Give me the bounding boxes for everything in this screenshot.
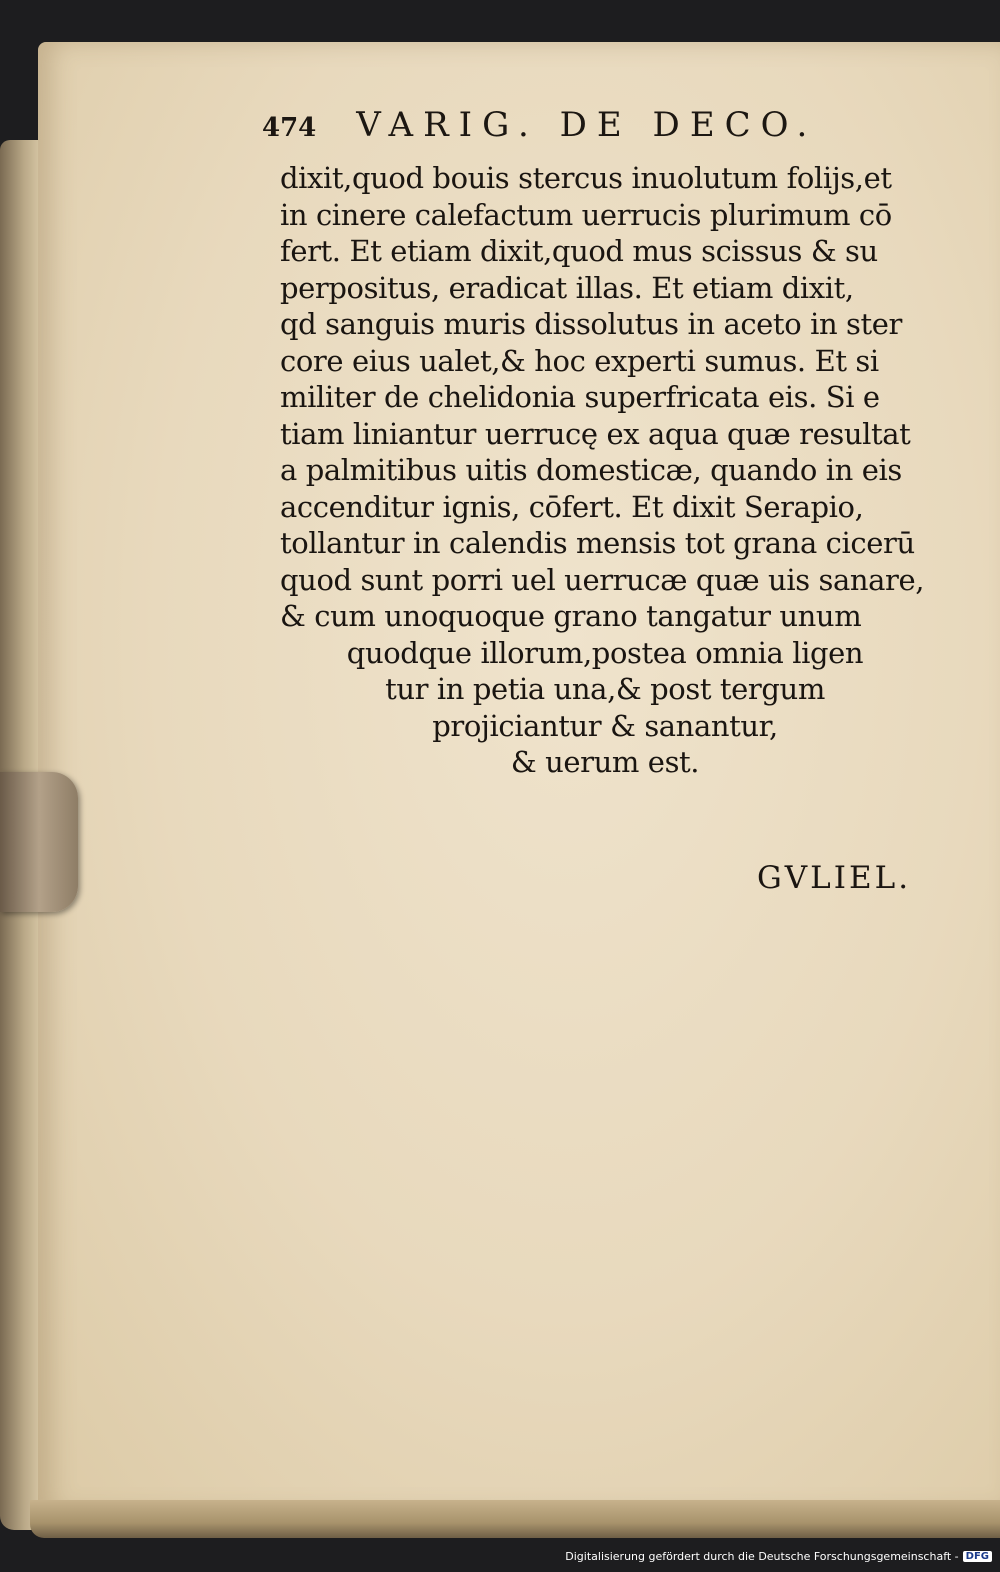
running-head: [262, 105, 902, 145]
footer-credit: [565, 1550, 992, 1563]
body-text: [280, 160, 930, 781]
text-line: fert. Et etiam dixit,quod mus scissus & su: [280, 234, 878, 268]
page-clip: [0, 772, 78, 912]
text-line: in cinere calefactum uerrucis plurimum cō: [280, 197, 892, 232]
page-number: 474: [262, 113, 317, 143]
running-title: VARIG. DE DECO.: [356, 105, 818, 145]
text-line: core eius ualet,& hoc experti sumus. Et si: [280, 343, 879, 378]
catchword: GVLIEL.: [757, 860, 912, 896]
text-line: quodque illorum,postea omnia ligen: [346, 635, 864, 670]
text-line: militer de chelidonia superfricata eis. Si e: [280, 380, 880, 414]
credit-text: Digitalisierung gefördert durch die Deutsche Forschungsgemeinschaft -: [565, 1550, 959, 1563]
text-line: quod sunt porri uel uerrucæ quæ uis sanare,: [280, 562, 925, 597]
text-line: & uerum est.: [510, 745, 700, 779]
book-bottom-edge: [30, 1500, 1000, 1538]
text-line: qd sanguis muris dissolutus in aceto in ster: [280, 307, 903, 341]
dfg-logo: DFG: [963, 1551, 992, 1562]
text-line: tollantur in calendis mensis tot grana cicerū: [280, 526, 915, 560]
text-line: accenditur ignis, cōfert. Et dixit Serapio,: [280, 489, 864, 524]
text-line: tur in petia una,& post tergum: [385, 672, 825, 706]
text-line: & cum unoquoque grano tangatur unum: [280, 599, 862, 633]
text-line: projiciantur & sanantur,: [432, 708, 778, 743]
text-line: a palmitibus uitis domesticæ, quando in eis: [280, 453, 902, 487]
text-line: perpositus, eradicat illas. Et etiam dixit,: [280, 270, 854, 305]
text-line: tiam liniantur uerrucę ex aqua quæ resultat: [280, 416, 911, 451]
text-line: dixit,quod bouis stercus inuolutum folijs,et: [280, 161, 892, 195]
